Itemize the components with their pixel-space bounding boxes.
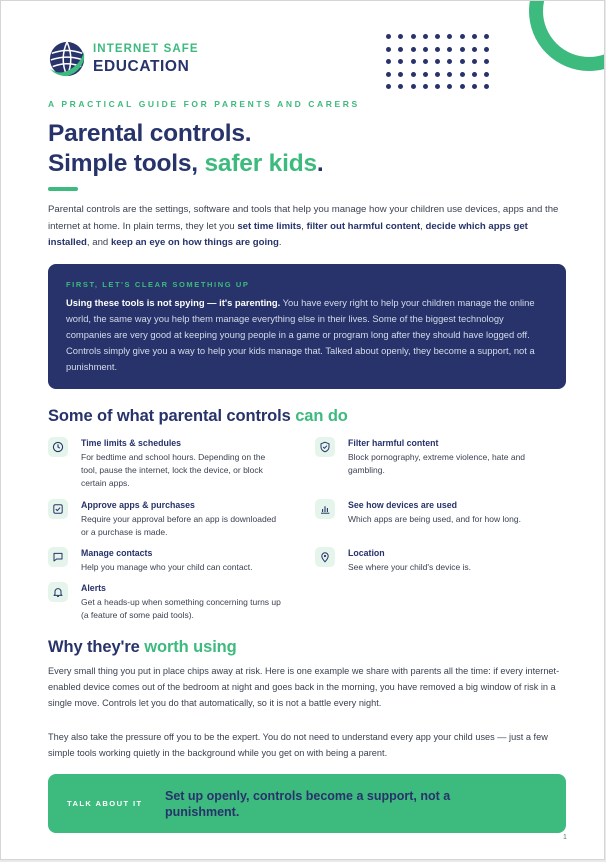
decorative-dot [386,84,391,89]
decorative-dot [411,84,416,89]
feature-desc: Help you manage who your child can contact. [81,562,253,572]
body-paragraph: They also take the pressure off you to be the expert. You do not need to understand every app your child uses — just a few simple tools working quietly in the background while you get on with being a parent. [48,732,548,758]
feature-title: Location [348,548,385,558]
decorative-dot [423,84,428,89]
heading-highlight: worth using [144,638,237,656]
intro-text: . [278,237,282,248]
bell-icon [48,582,68,602]
decorative-dot [460,72,465,77]
decorative-dot [386,59,391,64]
decorative-dot [423,34,428,39]
decorative-dot [447,72,452,77]
talk-label: TALK ABOUT IT [67,799,143,808]
decorative-dot [386,34,391,39]
feature-title: Approve apps & purchases [81,500,195,510]
feature-title: Time limits & schedules [81,438,182,448]
feature-item [48,499,283,539]
intro-paragraph [48,202,560,252]
decorative-dot [484,72,489,77]
decorative-dot [411,72,416,77]
intro-text: Parental controls are the settings, software and tools that help you manage how your children use devices, apps and the internet at home. In plain terms, they let you [48,204,559,232]
callout-bold: Using these tools is not spying — it's parenting. [66,297,281,308]
heading-part: Some of what parental controls [48,407,296,425]
logo [48,40,199,78]
title-line-1: Parental controls. [48,120,252,147]
bar-chart-icon [315,499,335,519]
feature-desc: Require your approval before an app is downloaded or a purchase is made. [81,514,277,537]
feature-item [48,437,283,490]
globe-logo-icon [48,40,86,78]
decorative-dot [472,84,477,89]
decorative-dot [472,59,477,64]
decorative-dot [447,47,452,52]
decorative-dot [447,84,452,89]
decorative-dot [423,59,428,64]
callout-text: You have every right to help your children manage the online world, the same way you help them manage everything else in their lives. Some of the biggest technology companies are very good at keeping young people in a game or program long after they should have logged off. Controls simply give you a way to help your kids manage that. Talked about openly, they become a support, not a punishment. [66,297,535,372]
decorative-dot [411,34,416,39]
decorative-dot [423,72,428,77]
decorative-dot [411,47,416,52]
callout-body [66,295,548,375]
brand-line-1: INTERNET SAFE [93,43,199,55]
feature-title: Filter harmful content [348,438,439,448]
feature-item [315,499,550,526]
decorative-dot [386,47,391,52]
feature-desc: Which apps are being used, and for how long. [348,514,521,524]
decorative-dot [411,59,416,64]
intro-text: , [301,220,307,232]
decorative-dot [423,47,428,52]
decorative-dot [484,59,489,64]
intro-text: , and [86,237,111,248]
chat-icon [48,547,68,567]
decorative-dot [398,72,403,77]
talk-text: Set up openly, controls become a support, not a punishment. [165,788,451,819]
page-title [48,119,324,179]
feature-desc: Block pornography, extreme violence, hate and gambling. [348,452,526,475]
decorative-dot [398,47,403,52]
decorative-dot [472,72,477,77]
location-pin-icon [315,547,335,567]
feature-title: Alerts [81,583,106,593]
feature-title: See how devices are used [348,500,458,510]
decorative-dot [398,34,403,39]
feature-desc: See where your child's device is. [348,562,472,572]
shield-icon [315,437,335,457]
decorative-dot [460,84,465,89]
decorative-dot [472,34,477,39]
decorative-dot [435,72,440,77]
decorative-arc [529,0,605,71]
intro-bold: filter out harmful content [306,220,421,232]
clock-icon [48,437,68,457]
feature-desc: Get a heads-up when something concerning turns up (a feature of some paid tools). [81,597,281,620]
decorative-dot [386,72,391,77]
callout-label: FIRST, LET'S CLEAR SOMETHING UP [66,280,250,289]
intro-bold: set time limits [237,220,302,232]
feature-item [315,437,550,477]
feature-item [48,547,283,574]
brand-line-2: EDUCATION [93,57,190,75]
section-heading-can-do [48,407,348,426]
intro-text: , [420,220,426,232]
title-underline [48,187,78,191]
decorative-dot [484,47,489,52]
talk-about-it-banner [48,774,566,833]
body-paragraph: Every small thing you put in place chips away at risk. Here is one example we share with parents all the time: if every internet-enabled device comes out of the bedroom at night and goes back in the morning, you have removed a big window of risk in a single move. Controls let you do that automatically, so it is not a battle every night. [48,666,560,708]
heading-highlight: can do [295,407,348,425]
title-period: . [316,150,324,177]
decorative-dot [435,34,440,39]
intro-bold: keep an eye on how things are going [110,237,279,248]
eyebrow: A PRACTICAL GUIDE FOR PARENTS AND CARERS [48,99,360,109]
feature-item [48,582,283,622]
decorative-dot [435,59,440,64]
decorative-dot [460,34,465,39]
intro-bold: decide which apps get installed [48,220,528,248]
title-highlight: safer kids [204,150,317,177]
decorative-dot [435,84,440,89]
decorative-dot [472,47,477,52]
decorative-dot [398,84,403,89]
decorative-dot [460,47,465,52]
decorative-dot-grid [386,34,489,89]
checkbox-icon [48,499,68,519]
section-heading-worth-using [48,638,237,657]
page-number: 1 [563,834,567,841]
decorative-dot [447,34,452,39]
decorative-dot [398,59,403,64]
decorative-dot [435,47,440,52]
feature-desc: For bedtime and school hours. Depending on the tool, pause the internet, lock the device, or block certain apps. [81,452,266,488]
title-line-2 [48,149,324,179]
heading-part: Why they're [48,638,145,656]
decorative-dot [484,84,489,89]
callout-box [48,264,566,389]
feature-item [315,547,550,574]
decorative-dot [447,59,452,64]
feature-title: Manage contacts [81,548,153,558]
decorative-dot [484,34,489,39]
decorative-dot [460,59,465,64]
title-part: Simple tools, [48,150,205,177]
